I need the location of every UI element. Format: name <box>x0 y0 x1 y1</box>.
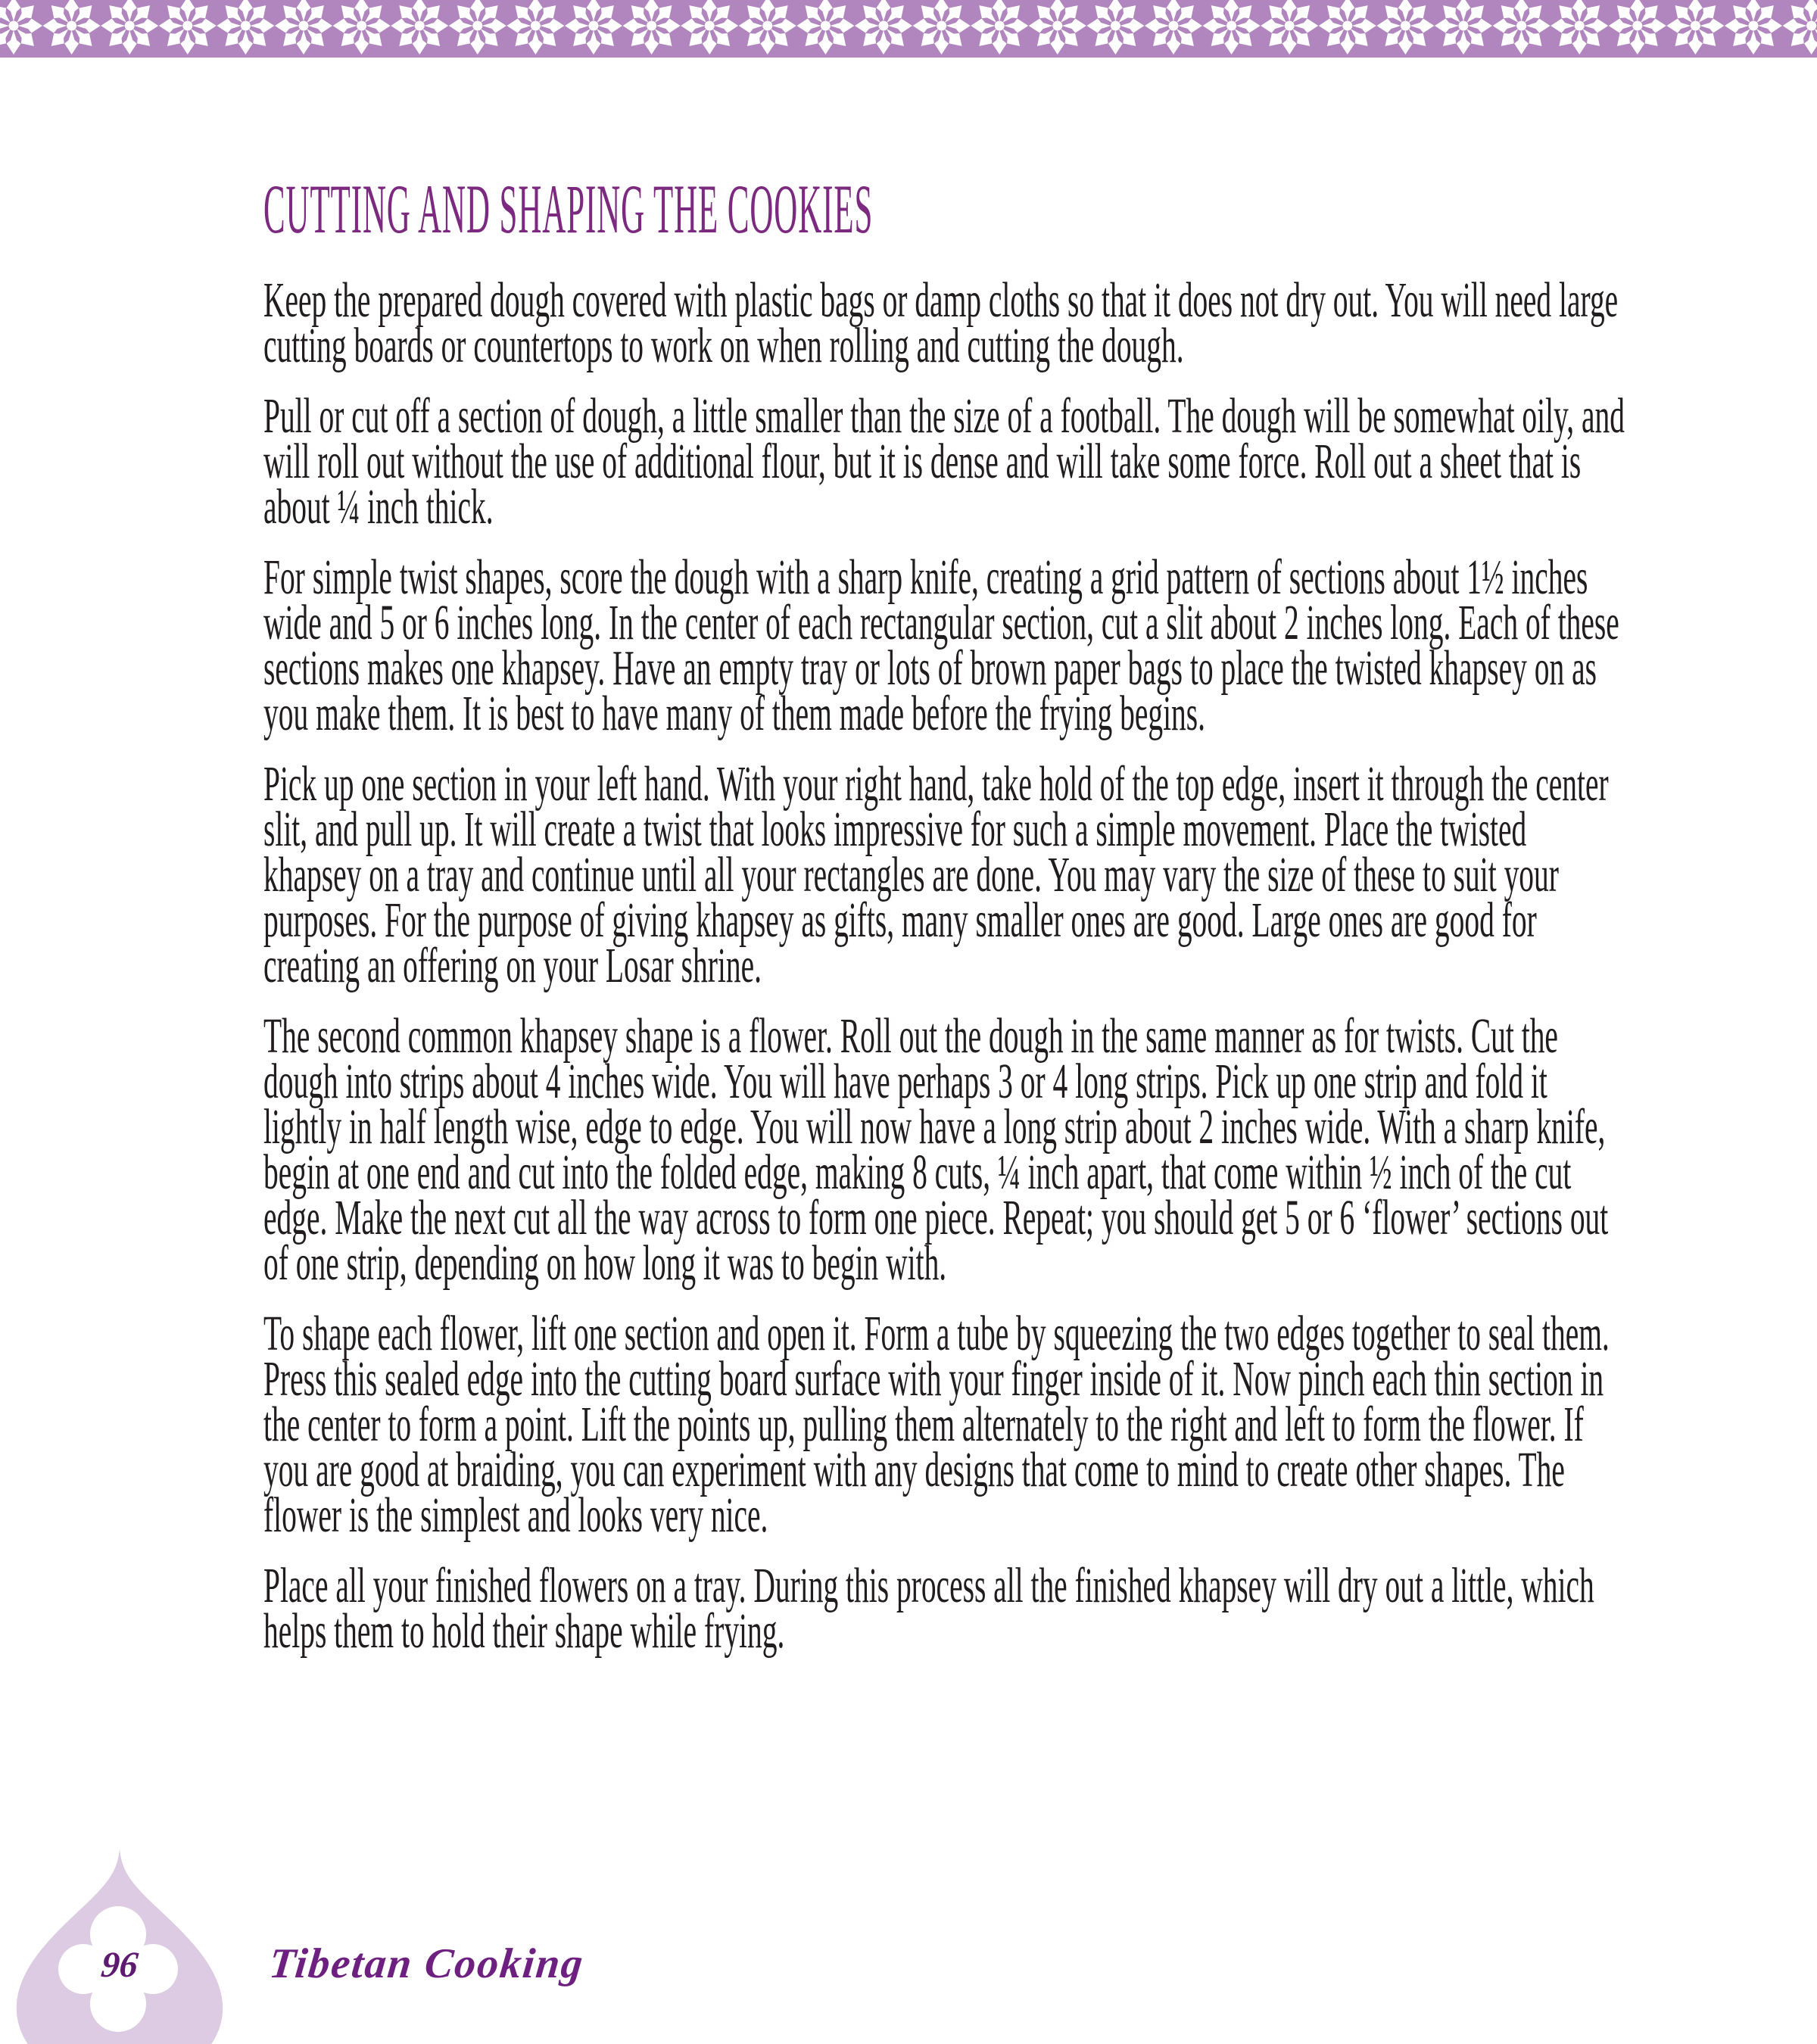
section-heading: CUTTING AND SHAPING THE COOKIES <box>263 170 874 248</box>
snowflake-border <box>0 0 1817 58</box>
paragraph-4: Pick up one section in your left hand. With your right hand, take hold of the top edge, insert it through the center slit, and pull up. It will create a twist that looks impressive for such a simple movement. Place the twisted khapsey on a tray and continue until all your rectangles are done. You may vary the size of these to suit your purposes. For the purpose of giving khapsey as gifts, many smaller ones are good. Large ones are good for creating an offering on your Losar shrine. <box>263 756 1609 993</box>
body-paragraphs <box>263 273 1626 1659</box>
paragraph-2: Pull or cut off a section of dough, a little smaller than the size of a football. The dough will be somewhat oily, and will roll out without the use of additional flour, but it is dense and will take some force. Roll out a sheet that is about ¼ inch thick. <box>263 388 1625 534</box>
page-number: 96 <box>99 1945 140 1985</box>
book-title: Tibetan Cooking <box>266 1940 587 1987</box>
paragraph-1: Keep the prepared dough covered with plastic bags or damp cloths so that it does not dry out. You will need large cutting boards or countertops to work on when rolling and cutting the dough. <box>263 273 1619 373</box>
paragraph-3: For simple twist shapes, score the dough with a sharp knife, creating a grid pattern of sections about 1½ inches wide and 5 or 6 inches long. In the center of each rectangular section, cut a slit about 2 inches long. Each of these sections makes one khapsey. Have an empty tray or lots of brown paper bags to place the twisted khapsey on as you make them. It is best to have many of them made before the frying begins. <box>263 550 1619 741</box>
paragraph-5: The second common khapsey shape is a flower. Roll out the dough in the same manner as for twists. Cut the dough into strips about 4 inches wide. You will have perhaps 3 or 4 long strips. Pick up one strip and fold it lightly in half length wise, edge to edge. You will now have a long strip about 2 inches wide. With a sharp knife, begin at one end and cut into the folded edge, making 8 cuts, ¼ inch apart, that come within ½ inch of the cut edge. Make the next cut all the way across to form one piece. Repeat; you should get 5 or 6 ‘flower’ sections out of one strip, depending on how long it was to begin with. <box>263 1008 1609 1291</box>
paragraph-7: Place all your finished flowers on a tray. During this process all the finished khapsey will dry out a little, which helps them to hold their shape while frying. <box>263 1558 1594 1659</box>
main-column <box>263 167 1626 1679</box>
paragraph-6: To shape each flower, lift one section and open it. Form a tube by squeezing the two edges together to seal them. Press this sealed edge into the cutting board surface with your finger inside of it. Now pinch each thin section in the center to form a point. Lift the points up, pulling them alternately to the right and left to form the flower. If you are good at braiding, you can experiment with any designs that come to mind to create other shapes. The flower is the simplest and looks very nice. <box>263 1306 1610 1543</box>
